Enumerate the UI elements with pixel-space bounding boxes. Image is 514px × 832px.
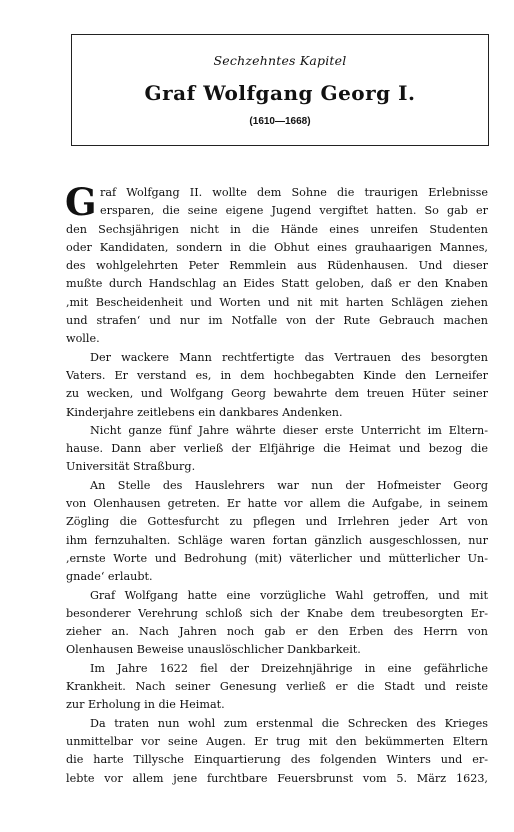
text-line: Nicht ganze fünf Jahre währte dieser erste Unterricht im Eltern- (90, 423, 488, 437)
chapter-header-box (71, 34, 489, 146)
text-line: hause. Dann aber verließ der Elfjährige die Heimat und bezog die (66, 442, 488, 456)
text-line: raf Wolfgang II. wollte dem Sohne die traurigen Erlebnisse (100, 186, 488, 199)
chapter-label: Sechzehntes Kapitel (213, 53, 347, 68)
body-text (65, 180, 488, 788)
text-line: oder Kandidaten, sondern in die Obhut eines grauhaarigen Mannes, (66, 240, 488, 254)
text-line: des wohlgelehrten Peter Remmlein aus Rüdenhausen. Und dieser (66, 259, 488, 273)
text-line: gnade‘ erlaubt. (66, 570, 153, 584)
text-line: zur Erholung in die Heimat. (66, 698, 225, 712)
text-line: Vaters. Er verstand es, in dem hochbegabten Kinde den Lerneifer (66, 368, 488, 382)
text-line: besonderer Verehrung schloß sich der Knabe dem treubesorgten Er- (66, 606, 488, 620)
text-line: und strafen‘ und nur im Notfalle von der Rute Gebrauch machen (66, 314, 488, 328)
text-line: ,mit Bescheidenheit und Worten und nit mit harten Schlägen ziehen (66, 295, 488, 309)
text-line: Krankheit. Nach seiner Genesung verließ er die Stadt und reiste (66, 680, 488, 694)
text-line: Universität Straßburg. (66, 460, 196, 474)
text-line: Kinderjahre zeitlebens ein dankbares Andenken. (66, 405, 343, 419)
text-line: An Stelle des Hauslehrers war nun der Hofmeister Georg (90, 478, 488, 492)
text-line: ,ernste Worte und Bedrohung (mit) väterlicher und mütterlicher Un- (66, 551, 488, 565)
text-line: Graf Wolfgang hatte eine vorzügliche Wahl getroffen, und mit (90, 588, 488, 602)
text-line: ihm fernzuhalten. Schläge waren fortan gänzlich ausgeschlossen, nur (66, 533, 488, 547)
text-line: von Olenhausen getreten. Er hatte vor allem die Aufgabe, in seinem (66, 497, 488, 511)
text-line: die harte Tillysche Einquartierung des folgenden Winters und er- (66, 753, 488, 767)
text-line: zu wecken, und Wolfgang Georg bewahrte dem treuen Hüter seiner (66, 387, 488, 401)
text-line: wolle. (66, 332, 100, 346)
text-line: den Sechsjährigen nicht in die Hände eines unreifen Studenten (66, 222, 488, 236)
chapter-years: (1610—1668) (249, 116, 311, 127)
text-line: Der wackere Mann rechtfertigte das Vertrauen des besorgten (90, 350, 488, 364)
text-line: mußte durch Handschlag an Eides Statt geloben, daß er den Knaben (66, 277, 488, 291)
text-line: Olenhausen Beweise unauslöschlicher Dankbarkeit. (66, 643, 361, 657)
text-line: Zögling die Gottesfurcht zu pflegen und Irrlehren jeder Art von (66, 515, 488, 529)
chapter-title: Graf Wolfgang Georg I. (144, 81, 416, 105)
text-line: Da traten nun wohl zum erstenmal die Schrecken des Krieges (90, 716, 488, 730)
drop-cap: G (65, 180, 97, 224)
text-line: zieher an. Nach Jahren noch gab er den Erben des Herrn von (66, 625, 488, 639)
text-line: unmittelbar vor seine Augen. Er trug mit den bekümmerten Eltern (66, 734, 488, 748)
text-line: Im Jahre 1622 fiel der Dreizehnjährige in eine gefährliche (90, 661, 488, 675)
text-line: lebte vor allem jene furchtbare Feuersbrunst vom 5. März 1623, (66, 771, 488, 785)
text-line: ersparen, die seine eigene Jugend vergiftet hatten. So gab er (100, 204, 488, 218)
